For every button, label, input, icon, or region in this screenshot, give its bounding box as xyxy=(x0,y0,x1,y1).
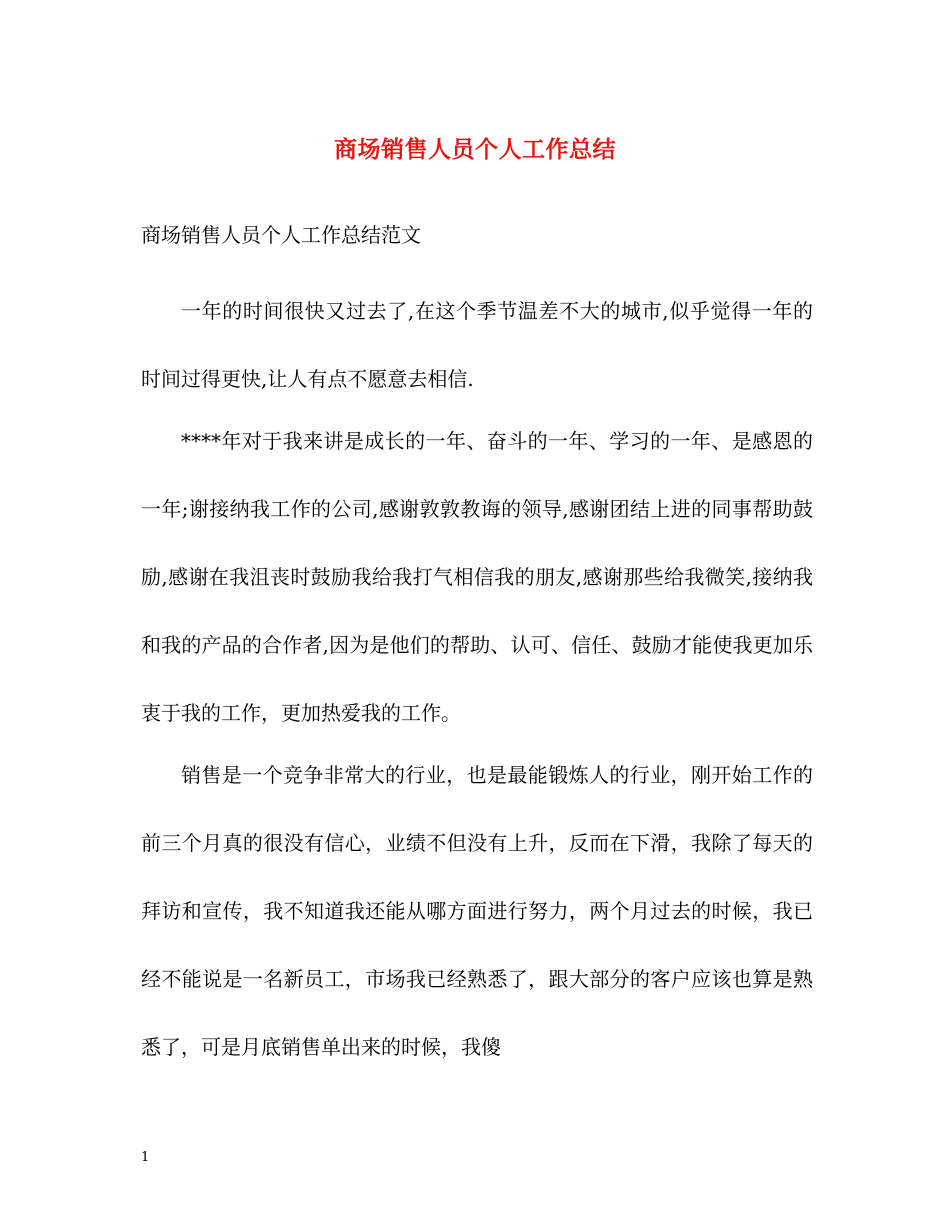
page-number: 1 xyxy=(141,1150,150,1165)
document-subtitle: 商场销售人员个人工作总结范文 xyxy=(141,223,421,247)
paragraph: 一年的时间很快又过去了,在这个季节温差不大的城市,似乎觉得一年的时间过得更快,让人有点不愿意去相信. xyxy=(141,299,813,391)
paragraph: ****年对于我来讲是成长的一年、奋斗的一年、学习的一年、是感恩的一年;谢接纳我工作的公司,感谢敦敦教诲的领导,感谢团结上进的同事帮助鼓励,感谢在我沮丧时鼓励我给我打气相信我的朋友,感谢那些给我微笑,接纳我和我的产品的合作者,因为是他们的帮助、认可、信任、鼓励才能使我更加乐衷于我的工作，更加热爱我的工作。 xyxy=(141,429,813,725)
paragraph: 销售是一个竞争非常大的行业，也是最能锻炼人的行业，刚开始工作的前三个月真的很没有信心，业绩不但没有上升，反而在下滑，我除了每天的拜访和宣传，我不知道我还能从哪方面进行努力，两个月过去的时候，我已经不能说是一名新员工，市场我已经熟悉了，跟大部分的客户应该也算是熟悉了，可是月底销售单出来的时候，我傻 xyxy=(141,763,813,1059)
document-body xyxy=(141,277,813,1081)
document-title: 商场销售人员个人工作总结 xyxy=(334,136,616,163)
